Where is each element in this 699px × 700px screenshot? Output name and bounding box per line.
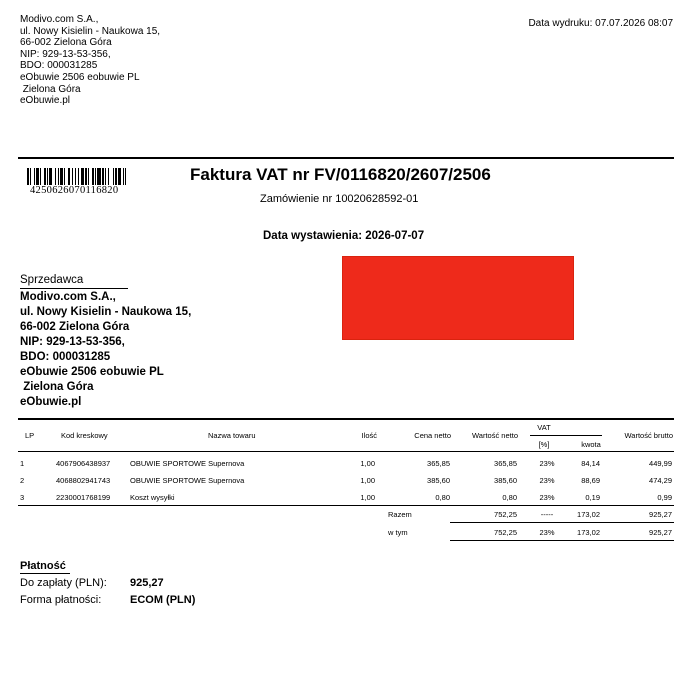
row2-gross: 474,29 [649, 476, 672, 485]
header-code: Kod kreskowy [61, 431, 108, 440]
header-vat-amount: kwota [581, 440, 601, 449]
barcode-image [27, 168, 129, 185]
amount-due-label: Do zapłaty (PLN): [20, 577, 107, 589]
row2-name: OBUWIE SPORTOWE Supernova [130, 476, 245, 485]
totals-label: Razem [388, 510, 412, 519]
of-which-net-value: 752,25 [494, 528, 517, 537]
amount-due-value: 925,27 [130, 577, 164, 589]
row3-name: Koszt wysyłki [130, 493, 175, 502]
row1-name: OBUWIE SPORTOWE Supernova [130, 459, 245, 468]
rows-bottom-rule [18, 505, 674, 506]
seller-underline [20, 288, 128, 289]
row3-net-value: 0,80 [502, 493, 517, 502]
row2-vat-rate: 23% [539, 476, 555, 485]
header-qty: Ilość [361, 431, 377, 440]
of-which-gross: 925,27 [649, 528, 672, 537]
header-net-value: Wartość netto [472, 431, 518, 440]
row3-gross: 0,99 [657, 493, 672, 502]
row2-net-value: 385,60 [494, 476, 517, 485]
row3-qty: 1,00 [360, 493, 375, 502]
payment-method-value: ECOM (PLN) [130, 594, 196, 606]
row2-lp: 2 [20, 476, 25, 485]
header-name: Nazwa towaru [208, 431, 256, 440]
row1-net-value: 365,85 [494, 459, 517, 468]
seller-address-block: Modivo.com S.A., ul. Nowy Kisielin - Naukowa 15, 66-002 Zielona Góra NIP: 929-13-53-356, BDO: 000031285 eObuwie 2506 eobuwie PL Zielona Góra eObuwie.pl [20, 291, 192, 408]
row1-net-price: 365,85 [427, 459, 450, 468]
row2-net-price: 385,60 [427, 476, 450, 485]
row2-vat-amount: 88,69 [581, 476, 600, 485]
order-number: Zamówienie nr 10020628592-01 [260, 193, 419, 205]
row1-vat-amount: 84,14 [581, 459, 600, 468]
row3-vat-amount: 0,19 [585, 493, 600, 502]
issue-date: Data wystawienia: 2026-07-07 [263, 230, 425, 242]
header-gross-value: Wartość brutto [624, 431, 673, 440]
row1-gross: 449,99 [649, 459, 672, 468]
totals-bottom-rule [450, 522, 674, 523]
of-which-bottom-rule [450, 540, 674, 541]
barcode-number: 4250626070116820 [30, 185, 119, 196]
vat-header-rule [530, 435, 602, 436]
row1-qty: 1,00 [360, 459, 375, 468]
row3-lp: 3 [20, 493, 25, 502]
of-which-vat-rate: 23% [539, 528, 555, 537]
payment-title: Płatność [20, 560, 66, 572]
payment-underline [20, 573, 70, 574]
totals-vat-amount: 173,02 [577, 510, 600, 519]
row2-code: 4068802941743 [56, 476, 111, 485]
row1-code: 4067906438937 [56, 459, 111, 468]
header-net-price: Cena netto [414, 431, 451, 440]
row1-lp: 1 [20, 459, 25, 468]
payment-method-label: Forma płatności: [20, 594, 102, 606]
issuer-address-block: Modivo.com S.A., ul. Nowy Kisielin - Naukowa 15, 66-002 Zielona Góra NIP: 929-13-53-356, BDO: 000031285 eObuwie 2506 eobuwie PL Zielona Góra eObuwie.pl [20, 14, 161, 107]
row3-net-price: 0,80 [435, 493, 450, 502]
header-divider [18, 157, 674, 159]
totals-vat-rate: ----- [540, 510, 554, 519]
header-vat-rate: [%] [538, 440, 550, 449]
of-which-vat-amount: 173,02 [577, 528, 600, 537]
totals-gross: 925,27 [649, 510, 672, 519]
row3-vat-rate: 23% [539, 493, 555, 502]
table-top-rule [18, 418, 674, 420]
header-lp: LP [25, 431, 35, 440]
row3-code: 2230001768199 [56, 493, 111, 502]
invoice-title: Faktura VAT nr FV/0116820/2607/2506 [190, 165, 491, 184]
row2-qty: 1,00 [360, 476, 375, 485]
row1-vat-rate: 23% [539, 459, 555, 468]
redacted-buyer-block [342, 256, 574, 340]
seller-label: Sprzedawca [20, 274, 84, 286]
totals-net-value: 752,25 [494, 510, 517, 519]
header-bottom-rule [18, 451, 674, 452]
of-which-label: w tym [388, 528, 408, 537]
print-date: Data wydruku: 07.07.2026 08:07 [528, 18, 673, 29]
header-vat: VAT [537, 423, 551, 432]
